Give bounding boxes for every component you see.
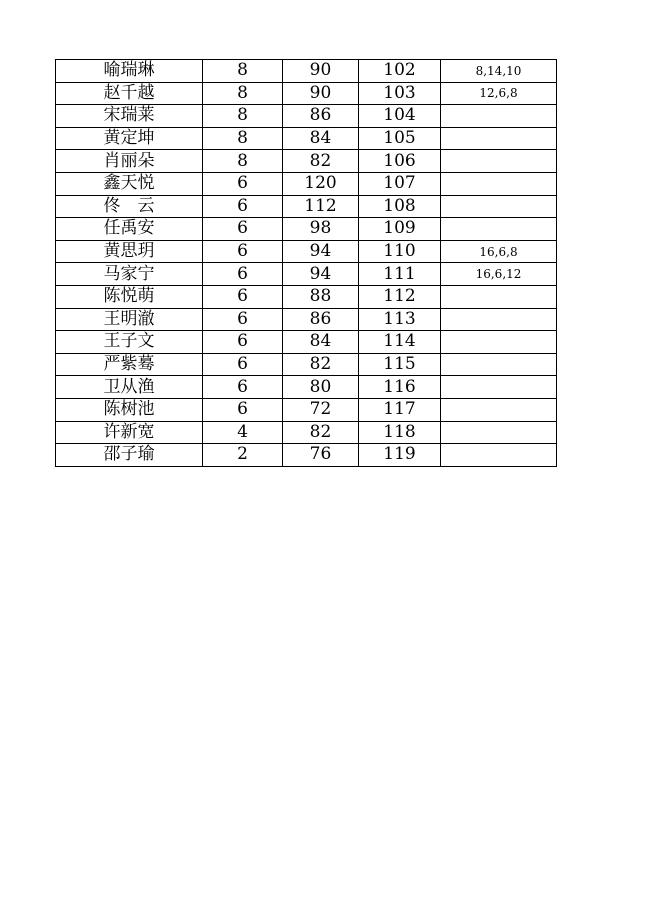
cell-col-d[interactable] xyxy=(441,105,557,128)
cell-col-d[interactable] xyxy=(441,376,557,399)
cell-col-c[interactable]: 114 xyxy=(359,331,441,354)
cell-col-c[interactable]: 107 xyxy=(359,172,441,195)
cell-col-d[interactable]: 8,14,10 xyxy=(441,60,557,83)
cell-col-b[interactable]: 80 xyxy=(283,376,359,399)
cell-name[interactable]: 黄思玥 xyxy=(56,240,203,263)
cell-name[interactable]: 王子文 xyxy=(56,331,203,354)
cell-col-d[interactable] xyxy=(441,172,557,195)
cell-col-a[interactable]: 6 xyxy=(203,263,283,286)
cell-col-d[interactable] xyxy=(441,127,557,150)
cell-name[interactable]: 任禹安 xyxy=(56,218,203,241)
cell-name[interactable]: 严紫蓦 xyxy=(56,353,203,376)
cell-col-d[interactable] xyxy=(441,195,557,218)
cell-col-a[interactable]: 8 xyxy=(203,60,283,83)
cell-col-c[interactable]: 119 xyxy=(359,444,441,467)
cell-col-b[interactable]: 82 xyxy=(283,150,359,173)
cell-col-b[interactable]: 90 xyxy=(283,82,359,105)
cell-col-c[interactable]: 113 xyxy=(359,308,441,331)
cell-name[interactable]: 宋瑞莱 xyxy=(56,105,203,128)
cell-col-d[interactable] xyxy=(441,285,557,308)
table-row xyxy=(56,195,557,218)
table-row xyxy=(56,421,557,444)
cell-name[interactable]: 陈悦萌 xyxy=(56,285,203,308)
cell-col-a[interactable]: 6 xyxy=(203,285,283,308)
cell-name[interactable]: 王明澈 xyxy=(56,308,203,331)
cell-col-a[interactable]: 2 xyxy=(203,444,283,467)
score-table xyxy=(55,59,557,467)
table-row xyxy=(56,127,557,150)
cell-col-c[interactable]: 117 xyxy=(359,398,441,421)
cell-col-a[interactable]: 8 xyxy=(203,82,283,105)
table-row xyxy=(56,60,557,83)
cell-col-c[interactable]: 102 xyxy=(359,60,441,83)
cell-col-c[interactable]: 111 xyxy=(359,263,441,286)
cell-col-d[interactable] xyxy=(441,353,557,376)
cell-name[interactable]: 佟 云 xyxy=(56,195,203,218)
cell-col-c[interactable]: 115 xyxy=(359,353,441,376)
cell-col-a[interactable]: 8 xyxy=(203,150,283,173)
cell-col-c[interactable]: 103 xyxy=(359,82,441,105)
cell-col-c[interactable]: 112 xyxy=(359,285,441,308)
cell-col-b[interactable]: 98 xyxy=(283,218,359,241)
table-row xyxy=(56,218,557,241)
cell-col-b[interactable]: 72 xyxy=(283,398,359,421)
table-row xyxy=(56,172,557,195)
cell-col-d[interactable] xyxy=(441,150,557,173)
cell-name[interactable]: 许新宽 xyxy=(56,421,203,444)
cell-col-c[interactable]: 110 xyxy=(359,240,441,263)
cell-name[interactable]: 陈树池 xyxy=(56,398,203,421)
cell-col-b[interactable]: 94 xyxy=(283,263,359,286)
cell-col-b[interactable]: 84 xyxy=(283,127,359,150)
table-row xyxy=(56,105,557,128)
cell-col-a[interactable]: 6 xyxy=(203,376,283,399)
cell-name[interactable]: 肖丽朵 xyxy=(56,150,203,173)
cell-col-a[interactable]: 6 xyxy=(203,172,283,195)
table-row xyxy=(56,263,557,286)
cell-name[interactable]: 邵子瑜 xyxy=(56,444,203,467)
cell-col-b[interactable]: 94 xyxy=(283,240,359,263)
table-row xyxy=(56,353,557,376)
cell-col-b[interactable]: 76 xyxy=(283,444,359,467)
cell-col-b[interactable]: 82 xyxy=(283,421,359,444)
cell-col-d[interactable] xyxy=(441,398,557,421)
cell-col-d[interactable]: 16,6,8 xyxy=(441,240,557,263)
table-row xyxy=(56,444,557,467)
cell-col-d[interactable] xyxy=(441,444,557,467)
cell-col-b[interactable]: 120 xyxy=(283,172,359,195)
cell-name[interactable]: 喻瑞琳 xyxy=(56,60,203,83)
table-row xyxy=(56,308,557,331)
table-row xyxy=(56,150,557,173)
cell-col-b[interactable]: 112 xyxy=(283,195,359,218)
cell-col-a[interactable]: 6 xyxy=(203,398,283,421)
cell-name[interactable]: 黄定坤 xyxy=(56,127,203,150)
cell-col-a[interactable]: 6 xyxy=(203,308,283,331)
cell-name[interactable]: 赵千越 xyxy=(56,82,203,105)
cell-col-d[interactable]: 16,6,12 xyxy=(441,263,557,286)
table-row xyxy=(56,285,557,308)
cell-col-b[interactable]: 86 xyxy=(283,105,359,128)
cell-col-b[interactable]: 84 xyxy=(283,331,359,354)
table-row xyxy=(56,82,557,105)
table-row xyxy=(56,376,557,399)
cell-col-d[interactable]: 12,6,8 xyxy=(441,82,557,105)
cell-col-a[interactable]: 4 xyxy=(203,421,283,444)
cell-col-a[interactable]: 8 xyxy=(203,105,283,128)
cell-col-c[interactable]: 116 xyxy=(359,376,441,399)
cell-col-d[interactable] xyxy=(441,308,557,331)
table-row xyxy=(56,240,557,263)
table-row xyxy=(56,398,557,421)
cell-name[interactable]: 卫从渔 xyxy=(56,376,203,399)
cell-col-d[interactable] xyxy=(441,421,557,444)
cell-col-c[interactable]: 118 xyxy=(359,421,441,444)
score-table-body xyxy=(56,60,557,467)
cell-col-b[interactable]: 90 xyxy=(283,60,359,83)
cell-col-a[interactable]: 6 xyxy=(203,218,283,241)
cell-name[interactable]: 马家宁 xyxy=(56,263,203,286)
table-row xyxy=(56,331,557,354)
cell-col-c[interactable]: 108 xyxy=(359,195,441,218)
cell-col-a[interactable]: 6 xyxy=(203,353,283,376)
cell-col-c[interactable]: 106 xyxy=(359,150,441,173)
cell-col-c[interactable]: 105 xyxy=(359,127,441,150)
cell-name[interactable]: 鑫天悦 xyxy=(56,172,203,195)
cell-col-b[interactable]: 86 xyxy=(283,308,359,331)
cell-col-c[interactable]: 104 xyxy=(359,105,441,128)
cell-col-a[interactable]: 6 xyxy=(203,240,283,263)
cell-col-a[interactable]: 6 xyxy=(203,195,283,218)
cell-col-d[interactable] xyxy=(441,331,557,354)
cell-col-d[interactable] xyxy=(441,218,557,241)
cell-col-c[interactable]: 109 xyxy=(359,218,441,241)
cell-col-a[interactable]: 8 xyxy=(203,127,283,150)
cell-col-b[interactable]: 88 xyxy=(283,285,359,308)
cell-col-a[interactable]: 6 xyxy=(203,331,283,354)
cell-col-b[interactable]: 82 xyxy=(283,353,359,376)
